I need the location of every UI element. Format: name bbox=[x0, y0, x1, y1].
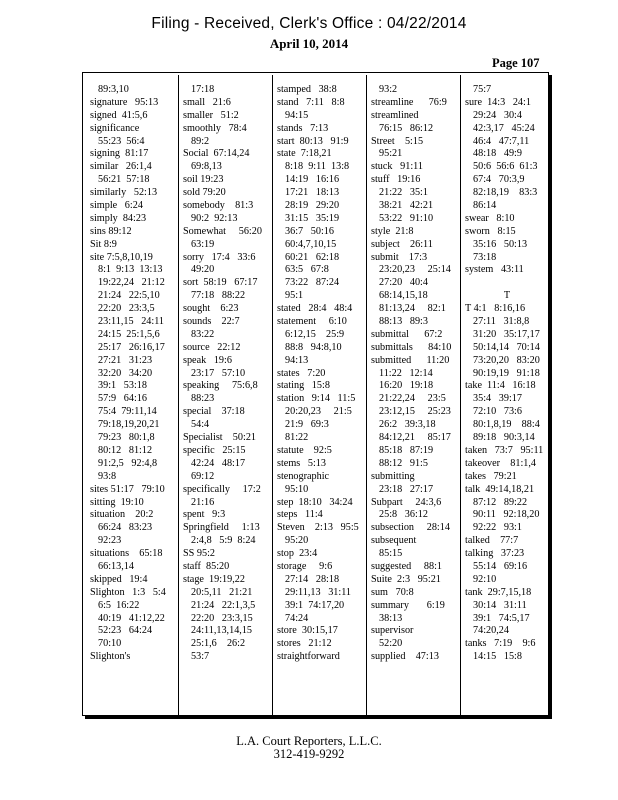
index-entry: sum 70:8 bbox=[371, 586, 414, 598]
index-entry: 88:8 94:8,10 bbox=[285, 341, 342, 353]
index-entry: somebody 81:3 bbox=[183, 200, 254, 212]
index-entry: sworn 8:15 bbox=[465, 225, 516, 237]
index-column-5 bbox=[465, 84, 549, 664]
index-entry: 40:19 41:12,22 bbox=[98, 612, 165, 624]
index-entry: signed 41:5,6 bbox=[90, 109, 148, 121]
index-entry: 27:20 40:4 bbox=[379, 277, 428, 289]
page-number: Page 107 bbox=[492, 56, 540, 70]
index-entry: 50:14,14 70:14 bbox=[473, 341, 540, 353]
index-entry: stenographic bbox=[277, 470, 330, 482]
index-entry: 85:15 bbox=[379, 548, 403, 560]
index-entry: 73:18 bbox=[473, 251, 497, 263]
index-entry: 35:4 39:17 bbox=[473, 393, 522, 405]
index-entry: specific 25:15 bbox=[183, 444, 246, 456]
index-entry: supervisor bbox=[371, 625, 414, 637]
index-entry: sitting 19:10 bbox=[90, 496, 144, 508]
index-entry: 23:20,23 25:14 bbox=[379, 264, 451, 276]
index-entry: 27:11 31:8,8 bbox=[473, 316, 530, 328]
index-entry: 76:15 86:12 bbox=[379, 122, 434, 134]
index-entry: takeover 81:1,4 bbox=[465, 457, 537, 469]
index-entry: 14:15 15:8 bbox=[473, 651, 522, 663]
index-entry: 21:16 bbox=[191, 496, 215, 508]
index-entry: 8:18 9:11 13:8 bbox=[285, 161, 350, 173]
index-entry: 69:12 bbox=[191, 470, 215, 482]
index-entry: sorry 17:4 33:6 bbox=[183, 251, 256, 263]
index-entry: submittals 84:10 bbox=[371, 341, 452, 353]
index-entry: 94:13 bbox=[285, 354, 309, 366]
index-entry: 77:18 88:22 bbox=[191, 290, 246, 302]
index-entry: Social 67:14,24 bbox=[183, 148, 250, 160]
index-entry: talking 37:23 bbox=[465, 548, 525, 560]
index-entry: 42:3,17 45:24 bbox=[473, 122, 535, 134]
index-entry: 89:3,10 bbox=[98, 84, 129, 95]
index-entry: 29:24 30:4 bbox=[473, 109, 522, 121]
index-entry: speaking 75:6,8 bbox=[183, 380, 258, 392]
index-entry: 80:12 81:12 bbox=[98, 444, 153, 456]
index-entry: talked 77:7 bbox=[465, 535, 519, 547]
index-entry: subsection 28:14 bbox=[371, 522, 450, 534]
index-entry: supplied 47:13 bbox=[371, 651, 439, 663]
index-entry: stand 7:11 8:8 bbox=[277, 96, 345, 108]
index-entry: staff 85:20 bbox=[183, 560, 230, 572]
index-entry: swear 8:10 bbox=[465, 212, 515, 224]
index-entry: 53:7 bbox=[191, 651, 210, 663]
index-entry: stamped 38:8 bbox=[277, 84, 337, 95]
index-entry: 55:23 56:4 bbox=[98, 135, 145, 147]
index-entry: 31:20 35:17,17 bbox=[473, 328, 540, 340]
index-entry: 79:23 80:1,8 bbox=[98, 432, 155, 444]
index-entry: 23:18 27:17 bbox=[379, 483, 434, 495]
index-entry: 67:4 70:3,9 bbox=[473, 174, 525, 186]
index-entry: state 7:18,21 bbox=[277, 148, 332, 160]
index-entry: 27:14 28:18 bbox=[285, 573, 340, 585]
index-entry: step 18:10 34:24 bbox=[277, 496, 353, 508]
index-entry: submit 17:3 bbox=[371, 251, 428, 263]
index-entry: submitting bbox=[371, 470, 415, 482]
index-entry: 90:19,19 91:18 bbox=[473, 367, 540, 379]
index-entry: 39:1 74:17,20 bbox=[285, 599, 345, 611]
index-entry: 52:20 bbox=[379, 638, 403, 650]
index-entry: 20:20,23 21:5 bbox=[285, 406, 352, 418]
index-entry: 48:18 49:9 bbox=[473, 148, 522, 160]
index-entry: style 21:8 bbox=[371, 225, 414, 237]
column-divider bbox=[272, 75, 273, 715]
index-entry: 92:10 bbox=[473, 573, 497, 585]
index-entry: 22:20 23:3,5 bbox=[98, 303, 155, 315]
index-entry: 81:22 bbox=[285, 432, 309, 444]
index-entry: 74:20,24 bbox=[473, 625, 509, 637]
index-entry: 70:10 bbox=[98, 638, 122, 650]
index-entry: 36:7 50:16 bbox=[285, 225, 334, 237]
index-entry: 30:14 31:11 bbox=[473, 599, 527, 611]
index-entry: Somewhat 56:20 bbox=[183, 225, 262, 237]
index-entry: 26:2 39:3,18 bbox=[379, 419, 436, 431]
filing-stamp: Filing - Received, Clerk's Office : 04/22/2014 bbox=[151, 15, 467, 32]
index-entry: stop 23:4 bbox=[277, 548, 318, 560]
index-entry: Suite 2:3 95:21 bbox=[371, 573, 441, 585]
index-entry: statement 6:10 bbox=[277, 316, 347, 328]
index-column-2 bbox=[183, 84, 267, 664]
index-entry: stage 19:19,22 bbox=[183, 573, 245, 585]
index-entry: system 43:11 bbox=[465, 264, 524, 276]
column-divider bbox=[366, 75, 367, 715]
index-entry: 63:5 67:8 bbox=[285, 264, 329, 276]
index-entry: 20:5,11 21:21 bbox=[191, 586, 253, 598]
index-entry: 46:4 47:7,11 bbox=[473, 135, 530, 147]
index-entry: 21:9 69:3 bbox=[285, 419, 329, 431]
index-entry: 95:10 bbox=[285, 483, 309, 495]
index-entry: sins 89:12 bbox=[90, 225, 132, 237]
index-entry: smoothly 78:4 bbox=[183, 122, 247, 134]
index-entry: signing 81:17 bbox=[90, 148, 149, 160]
index-entry: 6:12,15 25:9 bbox=[285, 328, 345, 340]
index-entry: straightforward bbox=[277, 651, 340, 663]
index-entry: 23:17 57:10 bbox=[191, 367, 246, 379]
index-entry: situation 20:2 bbox=[90, 509, 154, 521]
index-entry: 90:2 92:13 bbox=[191, 212, 238, 224]
index-entry: speak 19:6 bbox=[183, 354, 232, 366]
index-entry: statute 92:5 bbox=[277, 444, 332, 456]
index-entry: Street 5:15 bbox=[371, 135, 424, 147]
index-entry: situations 65:18 bbox=[90, 548, 163, 560]
word-index-frame bbox=[82, 72, 549, 716]
column-divider bbox=[460, 75, 461, 715]
index-entry: specifically 17:2 bbox=[183, 483, 261, 495]
index-entry: 19:22,24 21:12 bbox=[98, 277, 165, 289]
index-entry: 29:11,13 31:11 bbox=[285, 586, 352, 598]
index-entry: 17:21 18:13 bbox=[285, 187, 340, 199]
index-column-3 bbox=[277, 84, 361, 664]
index-entry: 88:23 bbox=[191, 393, 215, 405]
index-entry: sounds 22:7 bbox=[183, 316, 240, 328]
index-entry: stated 28:4 48:4 bbox=[277, 303, 353, 315]
index-entry: SS 95:2 bbox=[183, 548, 215, 560]
index-entry: 60:4,7,10,15 bbox=[285, 238, 337, 250]
index-entry: spent 9:3 bbox=[183, 509, 226, 521]
index-entry: simple 6:24 bbox=[90, 200, 143, 212]
index-entry: 81:13,24 82:1 bbox=[379, 303, 446, 315]
index-entry: 24:15 25:1,5,6 bbox=[98, 328, 160, 340]
index-entry: 92:22 93:1 bbox=[473, 522, 522, 534]
index-entry: 66:24 83:23 bbox=[98, 522, 153, 534]
index-entry: 17:18 bbox=[191, 84, 215, 95]
index-entry: takes 79:21 bbox=[465, 470, 517, 482]
index-entry: subject 26:11 bbox=[371, 238, 433, 250]
index-entry: smaller 51:2 bbox=[183, 109, 239, 121]
index-entry: states 7:20 bbox=[277, 367, 326, 379]
index-entry: steps 11:4 bbox=[277, 509, 323, 521]
index-entry: 21:24 22:5,10 bbox=[98, 290, 160, 302]
index-entry: 69:8,13 bbox=[191, 161, 222, 173]
index-entry: stuck 91:11 bbox=[371, 161, 423, 173]
index-entry: take 11:4 16:18 bbox=[465, 380, 536, 392]
index-entry: streamline 76:9 bbox=[371, 96, 447, 108]
index-entry: 25:8 36:12 bbox=[379, 509, 428, 521]
index-entry: 89:2 bbox=[191, 135, 210, 147]
index-entry: small 21:6 bbox=[183, 96, 231, 108]
index-entry: 53:22 91:10 bbox=[379, 212, 434, 224]
index-entry: stuff 19:16 bbox=[371, 174, 421, 186]
index-entry: store 30:15,17 bbox=[277, 625, 338, 637]
index-entry: submitted 11:20 bbox=[371, 354, 450, 366]
index-entry: 87:12 89:22 bbox=[473, 496, 528, 508]
index-entry: summary 6:19 bbox=[371, 599, 445, 611]
index-entry: similar 26:1,4 bbox=[90, 161, 152, 173]
index-entry: 93:2 bbox=[379, 84, 398, 95]
index-entry: 50:6 56:6 61:3 bbox=[473, 161, 538, 173]
index-entry: 75:4 79:11,14 bbox=[98, 406, 157, 418]
index-entry: T 4:1 8:16,16 bbox=[465, 303, 526, 315]
index-entry: 83:22 bbox=[191, 328, 215, 340]
index-entry: 95:20 bbox=[285, 535, 309, 547]
index-entry: similarly 52:13 bbox=[90, 187, 158, 199]
index-entry: 74:24 bbox=[285, 612, 309, 624]
index-entry: 54:4 bbox=[191, 419, 210, 431]
index-entry: simply 84:23 bbox=[90, 212, 147, 224]
index-entry: 68:14,15,18 bbox=[379, 290, 428, 302]
index-entry: 86:14 bbox=[473, 200, 497, 212]
index-entry: start 80:13 91:9 bbox=[277, 135, 349, 147]
index-entry bbox=[465, 277, 549, 290]
index-entry: stating 15:8 bbox=[277, 380, 330, 392]
index-entry: submittal 67:2 bbox=[371, 328, 443, 340]
index-entry: 31:15 35:19 bbox=[285, 212, 340, 224]
deposition-date: April 10, 2014 bbox=[269, 36, 349, 51]
index-entry: 82:18,19 83:3 bbox=[473, 187, 538, 199]
index-entry: 11:22 12:14 bbox=[379, 367, 433, 379]
index-entry: tank 29:7,15,18 bbox=[465, 586, 532, 598]
index-entry: 73:22 87:24 bbox=[285, 277, 340, 289]
index-entry: soil 19:23 bbox=[183, 174, 224, 186]
index-entry: 22:20 23:3,15 bbox=[191, 612, 253, 624]
index-entry: 49:20 bbox=[191, 264, 215, 276]
column-divider bbox=[178, 75, 179, 715]
index-entry: stores 21:12 bbox=[277, 638, 332, 650]
index-entry: sort 58:19 67:17 bbox=[183, 277, 258, 289]
index-entry: 66:13,14 bbox=[98, 560, 134, 572]
index-entry: 42:24 48:17 bbox=[191, 457, 246, 469]
index-entry: streamlined bbox=[371, 109, 419, 121]
index-entry: 39:1 74:5,17 bbox=[473, 612, 530, 624]
index-entry: Subpart 24:3,6 bbox=[371, 496, 442, 508]
index-entry: Slighton 1:3 5:4 bbox=[90, 586, 166, 598]
index-entry: 25:1,6 26:2 bbox=[191, 638, 246, 650]
index-entry: 21:22 35:1 bbox=[379, 187, 428, 199]
index-entry: 88:12 91:5 bbox=[379, 457, 428, 469]
index-entry: 8:1 9:13 13:13 bbox=[98, 264, 163, 276]
index-entry: stands 7:13 bbox=[277, 122, 329, 134]
index-entry: 55:14 69:16 bbox=[473, 560, 528, 572]
index-entry: Steven 2:13 95:5 bbox=[277, 522, 359, 534]
index-entry: 72:10 73:6 bbox=[473, 406, 522, 418]
index-entry: 60:21 62:18 bbox=[285, 251, 340, 263]
index-entry: significance bbox=[90, 122, 140, 134]
index-entry: 95:1 bbox=[285, 290, 304, 302]
index-entry: tanks 7:19 9:6 bbox=[465, 638, 536, 650]
index-entry: site 7:5,8,10,19 bbox=[90, 251, 153, 263]
index-entry: taken 73:7 95:11 bbox=[465, 444, 544, 456]
index-entry: 92:23 bbox=[98, 535, 122, 547]
index-column-4 bbox=[371, 84, 455, 664]
index-entry: 32:20 34:20 bbox=[98, 367, 153, 379]
index-entry: station 9:14 11:5 bbox=[277, 393, 356, 405]
index-entry: storage 9:6 bbox=[277, 560, 333, 572]
index-entry: stems 5:13 bbox=[277, 457, 326, 469]
index-entry: 25:17 26:16,17 bbox=[98, 341, 165, 353]
index-entry: 38:13 bbox=[379, 612, 403, 624]
index-entry: 23:12,15 25:23 bbox=[379, 406, 451, 418]
index-entry: 94:15 bbox=[285, 109, 309, 121]
index-entry: sought 6:23 bbox=[183, 303, 239, 315]
index-entry: subsequent bbox=[371, 535, 417, 547]
index-entry: 38:21 42:21 bbox=[379, 200, 434, 212]
index-entry: 80:1,8,19 88:4 bbox=[473, 419, 540, 431]
index-entry: 23:11,15 24:11 bbox=[98, 316, 165, 328]
index-entry: Springfield 1:13 bbox=[183, 522, 260, 534]
index-entry: 28:19 29:20 bbox=[285, 200, 340, 212]
index-entry: 52:23 64:24 bbox=[98, 625, 153, 637]
index-entry: sure 14:3 24:1 bbox=[465, 96, 531, 108]
index-entry: skipped 19:4 bbox=[90, 573, 148, 585]
index-entry: Specialist 50:21 bbox=[183, 432, 257, 444]
index-entry: 21:24 22:1,3,5 bbox=[191, 599, 256, 611]
index-entry: talk 49:14,18,21 bbox=[465, 483, 535, 495]
index-entry: 89:18 90:3,14 bbox=[473, 432, 535, 444]
index-entry: 16:20 19:18 bbox=[379, 380, 434, 392]
index-entry: 95:21 bbox=[379, 148, 403, 160]
index-column-1 bbox=[90, 84, 174, 664]
index-entry: sites 51:17 79:10 bbox=[90, 483, 165, 495]
index-entry: 24:11,13,14,15 bbox=[191, 625, 253, 637]
index-entry: 57:9 64:16 bbox=[98, 393, 147, 405]
index-entry: signature 95:13 bbox=[90, 96, 159, 108]
index-entry: 56:21 57:18 bbox=[98, 174, 150, 186]
reporter-phone: 312-419-9292 bbox=[273, 747, 345, 761]
index-entry: 73:20,20 83:20 bbox=[473, 354, 540, 366]
index-entry: sold 79:20 bbox=[183, 187, 226, 199]
index-entry: Sit 8:9 bbox=[90, 238, 117, 250]
index-entry: special 37:18 bbox=[183, 406, 245, 418]
index-entry: 27:21 31:23 bbox=[98, 354, 153, 366]
index-entry: 2:4,8 5:9 8:24 bbox=[191, 535, 256, 547]
index-entry: Slighton's bbox=[90, 651, 131, 663]
index-entry: 14:19 16:16 bbox=[285, 174, 340, 186]
index-entry: 75:7 bbox=[473, 84, 492, 95]
index-entry: 21:22,24 23:5 bbox=[379, 393, 446, 405]
index-entry: 88:13 89:3 bbox=[379, 316, 428, 328]
index-letter-heading: T bbox=[503, 290, 511, 302]
reporter-company: L.A. Court Reporters, L.L.C. bbox=[236, 734, 382, 748]
index-entry: source 22:12 bbox=[183, 341, 241, 353]
index-entry: 91:2,5 92:4,8 bbox=[98, 457, 158, 469]
index-entry: 79:18,19,20,21 bbox=[98, 419, 160, 431]
index-entry: 39:1 53:18 bbox=[98, 380, 147, 392]
index-entry: 63:19 bbox=[191, 238, 215, 250]
index-entry: 85:18 87:19 bbox=[379, 444, 434, 456]
index-entry: 6:5 16:22 bbox=[98, 599, 140, 611]
index-entry: suggested 88:1 bbox=[371, 560, 443, 572]
index-entry: 93:8 bbox=[98, 470, 117, 482]
index-entry: 35:16 50:13 bbox=[473, 238, 528, 250]
index-entry: 84:12,21 85:17 bbox=[379, 432, 451, 444]
index-entry: 90:11 92:18,20 bbox=[473, 509, 540, 521]
